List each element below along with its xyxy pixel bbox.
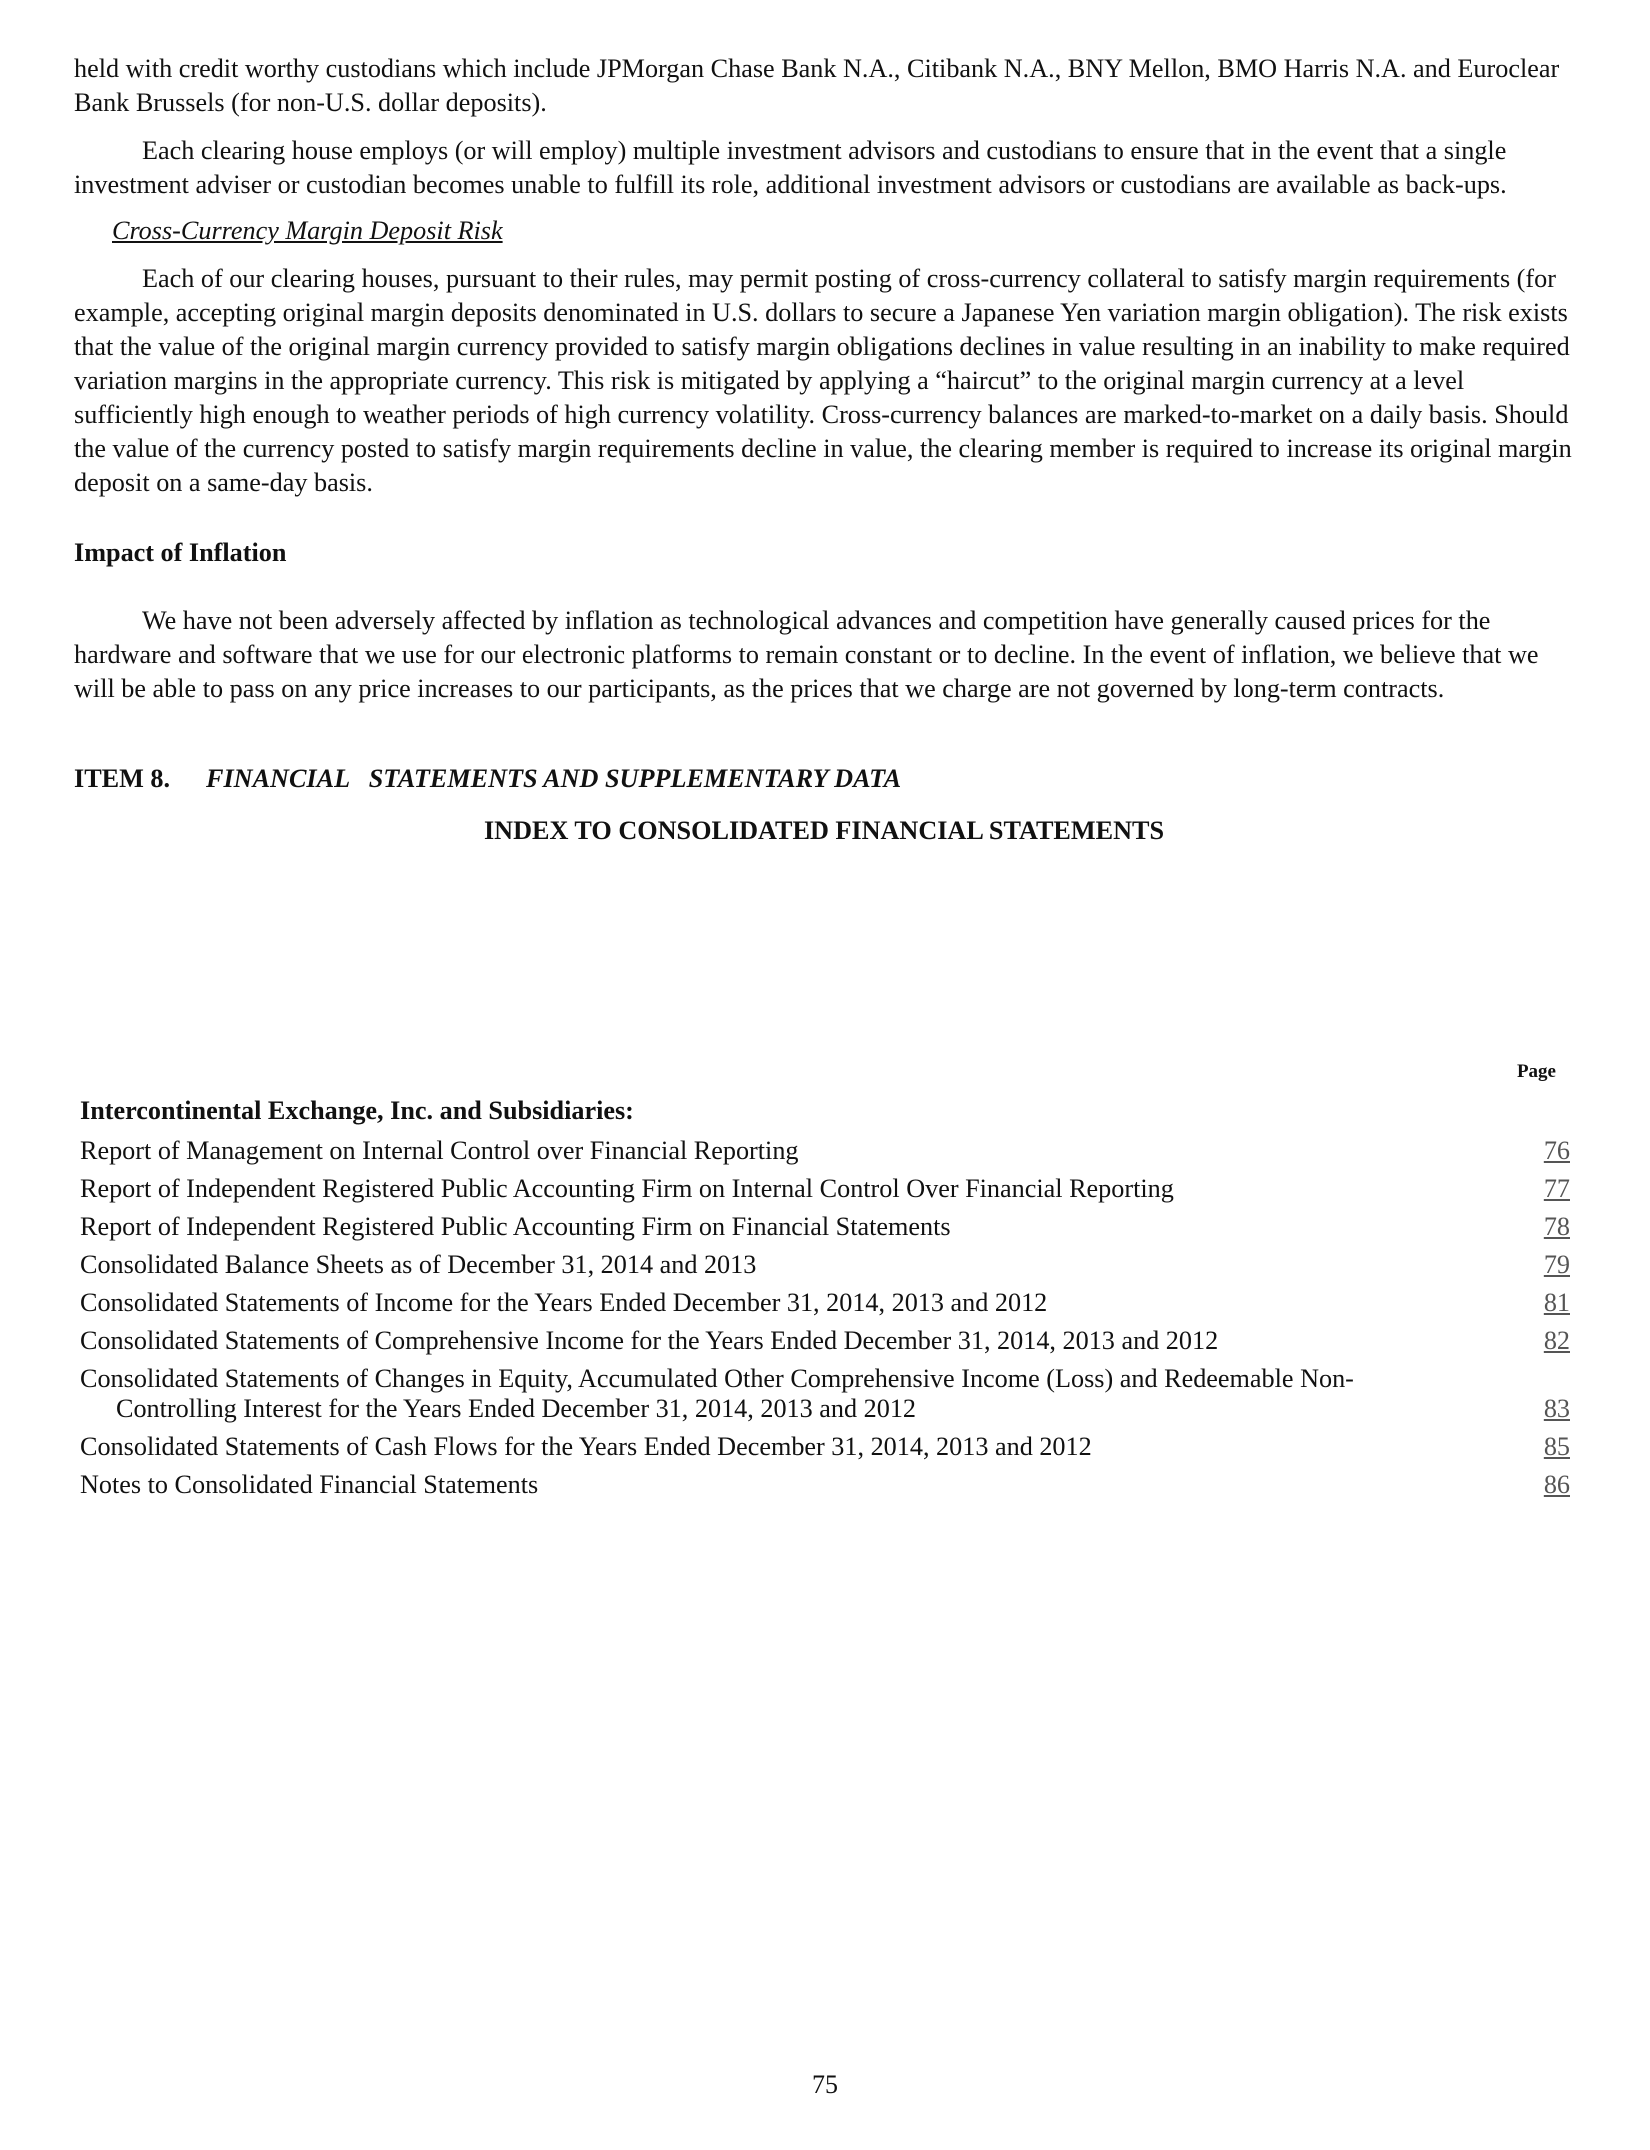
toc-entry-title-continuation: Controlling Interest for the Years Ended December 31, 2014, 2013 and 2012 [116,1394,917,1423]
toc-entry-title: Consolidated Balance Sheets as of December 31, 2014 and 2013 [80,1250,757,1279]
toc-entry[interactable] [80,1250,1570,1280]
toc-entry-title: Consolidated Statements of Income for the Years Ended December 31, 2014, 2013 and 2012 [80,1288,1048,1317]
toc-entry-title-multiline [80,1364,1530,1424]
toc-entry[interactable] [80,1174,1570,1204]
toc-entry[interactable] [80,1470,1570,1500]
heading-impact-of-inflation: Impact of Inflation [74,538,287,567]
item-8-label: ITEM 8. [74,764,171,793]
paragraph-clearing-house-advisors: Each clearing house employs (or will employ) multiple investment advisors and custodians to ensure that in the event that a single investment adviser or custodian becomes unable to fulfill its role, additional investment advisors or custodians are available as back-ups. [74,136,1507,199]
item-8-heading [74,762,1574,796]
paragraph-cross-currency-risk: Each of our clearing houses, pursuant to their rules, may permit posting of cross-currency collateral to satisfy margin requirements (for example, accepting original margin deposits denominated in U.S. dollars to secure a Japanese Yen variation margin obligation). The risk exists that the value of the original margin currency provided to satisfy margin obligations declines in value resulting in an inability to make required variation margins in the appropriate currency. This risk is mitigated by applying a “haircut” to the original margin currency at a level sufficiently high enough to weather periods of high currency volatility. Cross-currency balances are marked-to-market on a daily basis. Should the value of the currency posted to satisfy margin requirements decline in value, the clearing member is required to increase its original margin deposit on a same-day basis. [74,264,1572,497]
toc-entry-page-link[interactable]: 83 [1543,1394,1570,1423]
page-number: 75 [812,2070,838,2099]
table-of-contents [80,1060,1570,1500]
toc-entry-page-link[interactable]: 85 [1543,1432,1570,1461]
toc-entry-page-link[interactable]: 76 [1543,1136,1570,1165]
paragraph-custodians: held with credit worthy custodians which include JPMorgan Chase Bank N.A., Citibank N.A., BNY Mellon, BMO Harris N.A. and Euroclear Bank Brussels (for non-U.S. dollar deposits). [74,54,1560,117]
toc-entry[interactable] [80,1432,1570,1462]
toc-entry-page-link[interactable]: 79 [1543,1250,1570,1279]
toc-entry[interactable] [80,1136,1570,1166]
index-title: INDEX TO CONSOLIDATED FINANCIAL STATEMENTS [483,816,1165,845]
paragraph-inflation: We have not been adversely affected by inflation as technological advances and competition have generally caused prices for the hardware and software that we use for our electronic platforms to remain constant or to decline. In the event of inflation, we believe that we will be able to pass on any price increases to our participants, as the prices that we charge are not governed by long-term contracts. [74,606,1539,703]
toc-entry-page-link[interactable]: 82 [1543,1326,1570,1355]
toc-entry[interactable] [80,1326,1570,1356]
toc-entry-title: Report of Independent Registered Public Accounting Firm on Financial Statements [80,1212,951,1241]
toc-entry-page-link[interactable]: 81 [1543,1288,1570,1317]
toc-entry-page-link[interactable]: 77 [1543,1174,1570,1203]
item-8-title: FINANCIAL STATEMENTS AND SUPPLEMENTARY DATA [206,764,902,793]
toc-entry[interactable] [80,1212,1570,1242]
subheading-cross-currency: Cross-Currency Margin Deposit Risk [112,216,503,245]
document-body [74,52,1574,848]
toc-entry-title: Report of Management on Internal Control over Financial Reporting [80,1136,799,1165]
toc-entry[interactable] [80,1364,1570,1424]
toc-entry-title: Consolidated Statements of Changes in Equity, Accumulated Other Comprehensive Income (Loss) and Redeemable Non- [80,1364,1354,1393]
toc-entry-title: Notes to Consolidated Financial Statements [80,1470,539,1499]
toc-entry-title: Consolidated Statements of Cash Flows for the Years Ended December 31, 2014, 2013 and 2012 [80,1432,1092,1461]
toc-page-column-header: Page [1516,1061,1556,1082]
toc-entry-page-link[interactable]: 78 [1543,1212,1570,1241]
toc-company-heading: Intercontinental Exchange, Inc. and Subsidiaries: [80,1096,634,1125]
toc-entry-page-link[interactable]: 86 [1543,1470,1570,1499]
toc-entry-title: Report of Independent Registered Public Accounting Firm on Internal Control Over Financial Reporting [80,1174,1174,1203]
toc-entry[interactable] [80,1288,1570,1318]
toc-entry-title: Consolidated Statements of Comprehensive Income for the Years Ended December 31, 2014, 2013 and 2012 [80,1326,1219,1355]
